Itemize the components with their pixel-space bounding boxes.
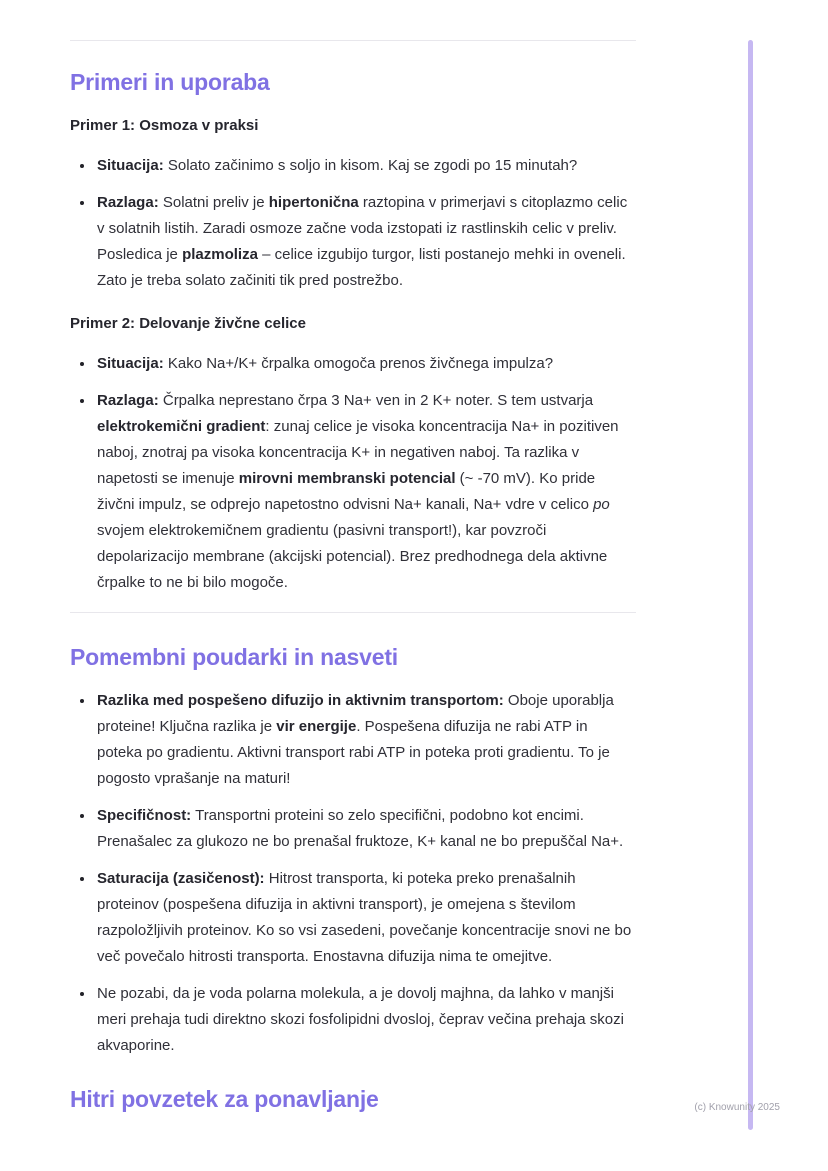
list-item: • Situacija: Kako Na+/K+ črpalka omogoča prenos živčnega impulza? (95, 350, 636, 377)
list-item: • Razlaga: Črpalka neprestano črpa 3 Na+ ven in 2 K+ noter. S tem ustvarja elektrokemični gradient: zunaj celice je visoka koncentracija Na+ in pozitiven naboj, znotraj pa visoka koncentracija K+ in negativen naboj. Ta razlika v napetosti se imenuje mirovni membranski potencial (~ -70 mV). Ko pride živčni impulz, se odprejo napetostno odvisni Na+ kanali, Na+ vdre v celico po svojem elektrokemičnem gradientu (pasivni transport!), kar povzroči depolarizacijo membrane (akcijski potencial). Brez predhodnega dela aktivne črpalke to ne bi bilo mogoče. (95, 387, 636, 596)
page-edge-bar (748, 40, 753, 1130)
example1-heading: Primer 1: Osmoza v praksi (70, 117, 259, 134)
section-heading-highlights: Pomembni poudarki in nasveti (70, 644, 398, 670)
list-item: • Saturacija (zasičenost): Hitrost transporta, ki poteka preko prenašalnih proteinov (pospešena difuzija in aktivni transport), je omejena s številom razpoložljivih proteinov. Ko so vsi zasedeni, povečanje koncentracije snovi ne bo več povečalo hitrosti transporta. Enostavna difuzija nima te omejitve. (95, 865, 636, 970)
list-item: • Ne pozabi, da je voda polarna molekula, a je dovolj majhna, da lahko v manjši meri prehaja tudi direktno skozi fosfolipidni dvosloj, čeprav večina prehaja skozi akvaporine. (95, 980, 636, 1059)
section-divider (70, 612, 636, 613)
list-item: • Situacija: Solato začinimo s soljo in kisom. Kaj se zgodi po 15 minutah? (95, 152, 636, 179)
document-content (70, 0, 636, 1113)
list-item: • Razlika med pospešeno difuzijo in aktivnim transportom: Oboje uporablja proteine! Ključna razlika je vir energije. Pospešena difuzija ne rabi ATP in poteka po gradientu. Aktivni transport rabi ATP in poteka proti gradientu. To je pogosto vprašanje na maturi! (95, 687, 636, 792)
example1-list (70, 152, 636, 294)
section-heading-summary: Hitri povzetek za ponavljanje (70, 1086, 379, 1112)
example2-heading: Primer 2: Delovanje živčne celice (70, 315, 306, 332)
example2-list (70, 350, 636, 596)
highlights-list (70, 687, 636, 1059)
list-item: • Razlaga: Solatni preliv je hipertonična raztopina v primerjavi s citoplazmo celic v solatnih listih. Zaradi osmoze začne voda izstopati iz rastlinskih celic v preliv. Posledica je plazmoliza – celice izgubijo turgor, listi postanejo mehki in oveneli. Zato je treba solato začiniti tik pred postrežbo. (95, 189, 636, 294)
list-item: • Specifičnost: Transportni proteini so zelo specifični, podobno kot encimi. Prenašalec za glukozo ne bo prenašal fruktoze, K+ kanal ne bo prepuščal Na+. (95, 802, 636, 855)
section-heading-examples: Primeri in uporaba (70, 69, 270, 95)
top-divider (70, 40, 636, 41)
copyright-text: (c) Knowunity 2025 (694, 1102, 780, 1113)
